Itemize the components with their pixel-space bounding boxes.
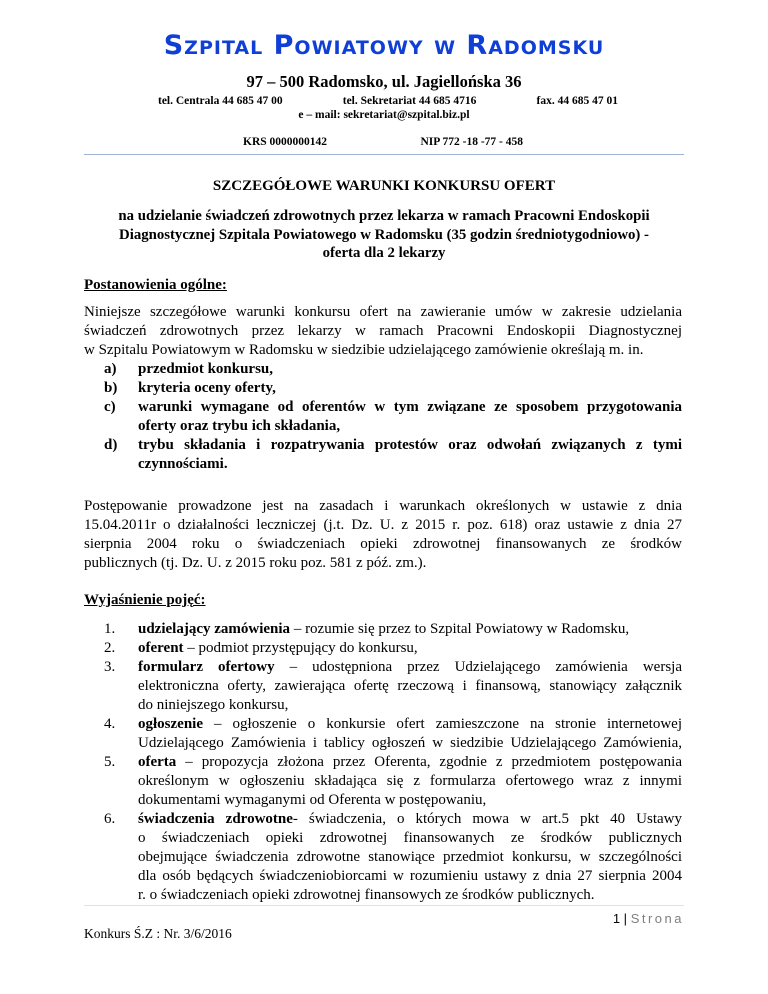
definition-text: obejmujące świadczenia zdrowotne stanowiące przedmiot konkursu, w szczególności	[138, 849, 682, 865]
list-item-text: oferty oraz trybu ich składania,	[138, 418, 341, 434]
definition-term: oferent	[138, 640, 184, 656]
list-item-text: kryteria oceny oferty,	[138, 380, 276, 396]
phone-secretariat: tel. Sekretariat 44 685 4716	[342, 95, 477, 107]
list-marker: c)	[104, 399, 116, 415]
page-number-label: Strona	[630, 911, 684, 926]
list-item-text	[138, 715, 682, 734]
definition-term: świadczenia zdrowotne	[138, 811, 293, 827]
header-divider	[84, 154, 684, 155]
definition-text: – podmiot przystępujący do konkursu,	[183, 640, 418, 656]
list-item	[104, 658, 682, 715]
list-item-text	[138, 620, 682, 639]
definition-text: o świadczeniach opieki zdrowotnej finansowanych ze środków publicznych	[138, 830, 682, 846]
definition-text: - świadczenia, o których mowa w art.5 pkt 40 Ustawy	[292, 811, 682, 827]
list-marker: 5.	[104, 754, 116, 770]
document-title: SZCZEGÓŁOWE WARUNKI KONKURSU OFERT	[212, 178, 556, 194]
list-marker: 1.	[104, 621, 116, 637]
list-marker: b)	[104, 380, 118, 396]
paragraph-line: Niniejsze szczegółowe warunki konkursu ofert na zawieranie umów w zakresie udzielania	[84, 304, 682, 320]
paragraph-line: sierpnia 2004 roku o świadczeniach opieki zdrowotnej finansowanych ze środków	[84, 536, 682, 552]
definition-text: elektroniczna oferty, zawierająca ofertę rzeczową i finansową, stanowiący załącznik	[138, 678, 682, 694]
page-number-separator: |	[623, 911, 628, 926]
krs-number: KRS 0000000142	[243, 136, 328, 148]
list-item	[104, 639, 682, 658]
definition-text: Udzielającego Zamówienia i tablicy ogłoszeń w siedzibie Udzielającego Zamówienia,	[138, 735, 682, 751]
list-item-text: warunki wymagane od oferentów w tym związane ze sposobem przygotowania	[138, 399, 682, 415]
list-item-text	[138, 639, 682, 658]
definition-text: do niniejszego konkursu,	[138, 697, 289, 713]
paragraph-line: świadczeń zdrowotnych przez lekarzy w ramach Pracowni Endoskopii Diagnostycznej	[84, 323, 682, 339]
definition-text: dokumentami wymaganymi od Oferenta w postępowaniu,	[138, 792, 487, 808]
list-item	[104, 360, 682, 379]
hospital-address: 97 – 500 Radomsko, ul. Jagiellońska 36	[246, 72, 522, 91]
list-item-text: przedmiot konkursu,	[138, 361, 274, 377]
definition-term: udzielający zamówienia	[138, 621, 291, 637]
list-item	[104, 753, 682, 810]
list-item-text: czynnościami.	[138, 456, 228, 472]
list-item	[104, 398, 682, 436]
list-marker: d)	[104, 437, 118, 453]
list-item	[104, 379, 682, 398]
list-item-text	[138, 810, 682, 829]
subtitle-line: na udzielanie świadczeń zdrowotnych przez lekarza w ramach Pracowni Endoskopii	[118, 208, 650, 224]
paragraph-line: Postępowanie prowadzone jest na zasadach i warunkach określonych w ustawie z dnia	[84, 498, 682, 514]
definition-term: oferta	[138, 754, 177, 770]
page-number-value: 1	[612, 911, 621, 926]
list-item	[104, 620, 682, 639]
list-marker: 2.	[104, 640, 116, 656]
contest-reference: Konkurs Ś.Z : Nr. 3/6/2016	[84, 926, 232, 941]
list-item	[104, 810, 682, 905]
paragraph-line: publicznych (tj. Dz. U. z 2015 roku poz. 581 z póź. zm.).	[84, 555, 427, 571]
contact-line	[158, 94, 618, 108]
list-marker: a)	[104, 361, 117, 377]
definition-text: r. o świadczeniach opieki zdrowotnej finansowych ze środków publicznych.	[138, 887, 595, 903]
hospital-name: Szpital Powiatowy w Radomsku	[163, 30, 605, 61]
definition-text: – udostępniona przez Udzielającego zamówienia wersja	[274, 659, 682, 675]
list-marker: 3.	[104, 659, 116, 675]
paragraph-line: 15.04.2011r o działalności leczniczej (j.t. Dz. U. z 2015 r. poz. 618) oraz ustawie z dnia 27	[84, 517, 682, 533]
nip-number: NIP 772 -18 -77 - 458	[420, 136, 523, 148]
intro-paragraph	[84, 303, 682, 360]
definition-text: określonym w ogłoszeniu składająca się z formularza ofertowego wraz z innymi	[138, 773, 682, 789]
general-provisions-heading: Postanowienia ogólne:	[84, 277, 227, 293]
registry-line	[243, 135, 523, 149]
definition-text: – ogłoszenie o konkursie ofert zamieszczone na stronie internetowej	[203, 716, 682, 732]
list-item-text	[138, 658, 682, 677]
list-item	[104, 715, 682, 753]
definition-text: – propozycja złożona przez Oferenta, zgodnie z przedmiotem postępowania	[176, 754, 682, 770]
subtitle-line: Diagnostycznej Szpitala Powiatowego w Radomsku (35 godzin średniotygodniowo) -	[119, 226, 649, 243]
list-item-text: trybu składania i rozpatrywania protestów oraz odwołań związanych z tymi	[138, 437, 682, 453]
page-number	[576, 910, 684, 928]
definition-text: dla osób będących świadczeniobiorcami w rozumieniu ustawy z dnia 27 sierpnia 2004	[138, 868, 682, 884]
definitions-list	[104, 620, 682, 905]
list-item	[104, 436, 682, 474]
definition-term: formularz ofertowy	[138, 659, 275, 675]
procedure-paragraph	[84, 497, 682, 573]
list-marker: 6.	[104, 811, 116, 827]
definition-term: ogłoszenie	[138, 716, 203, 732]
footer-divider	[84, 905, 684, 906]
definitions-heading: Wyjaśnienie pojęć:	[84, 592, 206, 608]
list-item-text	[138, 753, 682, 772]
email-line: e – mail: sekretariat@szpital.biz.pl	[298, 109, 470, 121]
list-marker: 4.	[104, 716, 116, 732]
provisions-list	[104, 360, 682, 474]
paragraph-line: w Szpitalu Powiatowym w Radomsku w siedzibie udzielającego zamówienie określają m. in.	[84, 342, 644, 358]
fax-number: fax. 44 685 47 01	[536, 95, 618, 107]
definition-text: – rozumie się przez to Szpital Powiatowy w Radomsku,	[290, 621, 630, 637]
document-subtitle	[84, 207, 684, 263]
phone-central: tel. Centrala 44 685 47 00	[158, 95, 283, 107]
subtitle-line: oferta dla 2 lekarzy	[322, 245, 446, 261]
